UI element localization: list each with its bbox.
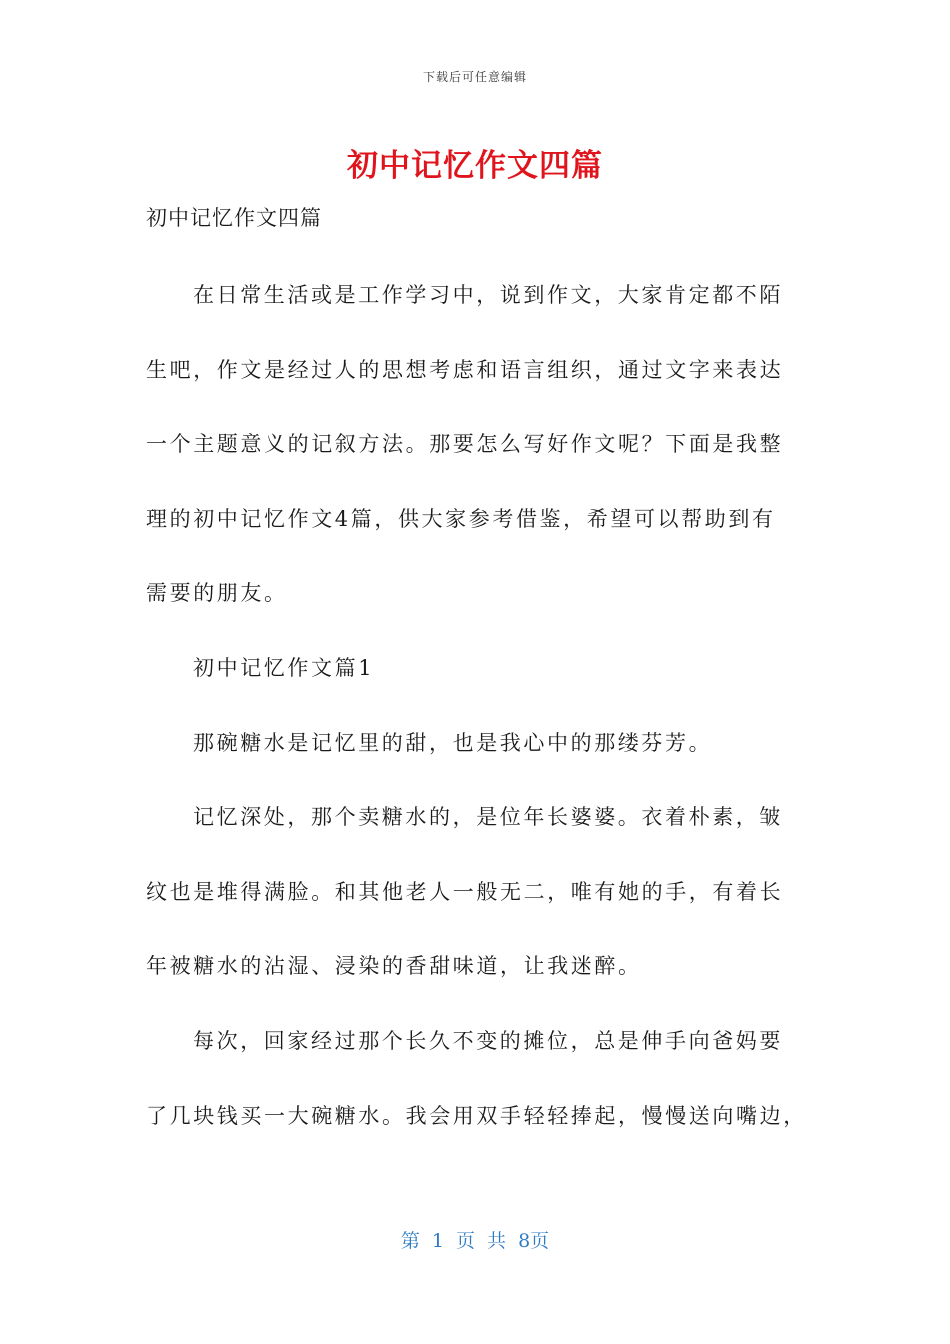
- paragraph-line: 了几块钱买一大碗糖水。我会用双手轻轻捧起，慢慢送向嘴边，: [146, 1103, 807, 1128]
- paragraph-line: 需要的朋友。: [146, 581, 288, 606]
- page-footer: 第 1 页 共 8页: [400, 1230, 550, 1252]
- paragraph-line: 记忆深处，那个卖糖水的，是位年长婆婆。衣着朴素，皱: [193, 805, 783, 830]
- paragraph-line: 纹也是堆得满脸。和其他老人一般无二，唯有她的手，有着长: [146, 879, 784, 904]
- paragraph-line: 在日常生活或是工作学习中，说到作文，大家肯定都不陌: [193, 283, 783, 307]
- section-heading: 初中记忆作文篇1: [193, 655, 375, 680]
- paragraph-line: 一个主题意义的记叙方法。那要怎么写好作文呢？下面是我整: [146, 432, 784, 457]
- document-body: [146, 270, 806, 1165]
- paragraph-line: 每次，回家经过那个长久不变的摊位，总是伸手向爸妈要: [193, 1028, 783, 1053]
- document-subtitle: 初中记忆作文四篇: [146, 206, 322, 230]
- header-note: 下载后可任意编辑: [422, 70, 527, 84]
- paragraph-line: 理的初中记忆作文4篇，供大家参考借鉴，希望可以帮助到有: [146, 506, 776, 531]
- paragraph-line: 那碗糖水是记忆里的甜，也是我心中的那缕芬芳。: [193, 730, 713, 755]
- paragraph-line: 生吧，作文是经过人的思想考虑和语言组织，通过文字来表达: [146, 357, 784, 382]
- document-title: 初中记忆作文四篇: [347, 148, 603, 184]
- paragraph-line: 年被糖水的沾湿、浸染的香甜味道，让我迷醉。: [146, 954, 642, 979]
